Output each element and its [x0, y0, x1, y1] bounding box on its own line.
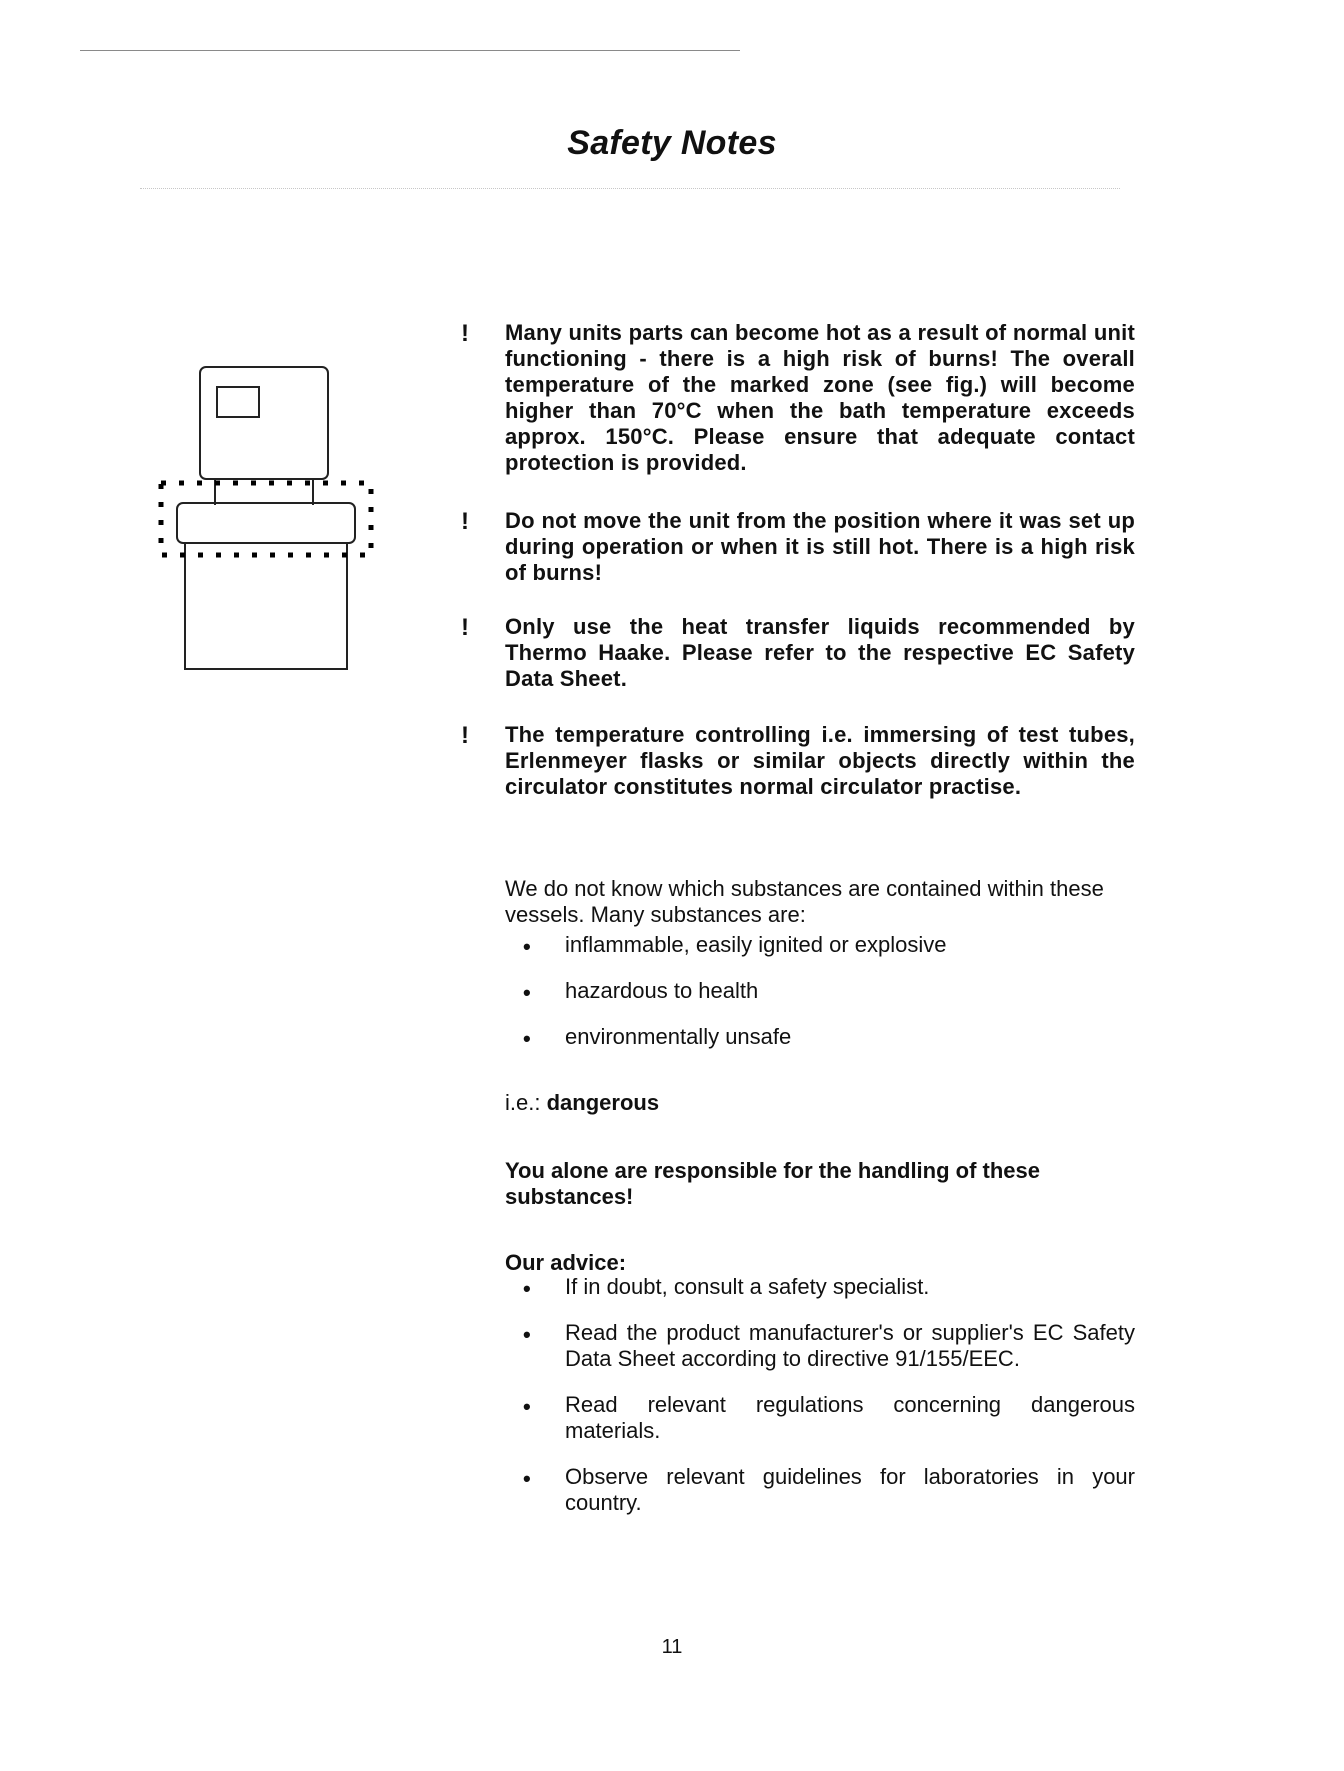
list-item — [505, 1274, 1135, 1300]
warning-text: The temperature controlling i.e. immersing of test tubes, Erlenmeyer flasks or similar objects directly within the circulator constitutes normal circulator practise. — [505, 722, 1135, 799]
warning-heat-transfer-liquids — [461, 614, 1135, 692]
list-item — [505, 1320, 1135, 1372]
bullet-icon: • — [523, 1394, 531, 1419]
ie-dangerous-line — [505, 1090, 1135, 1116]
circulator-hot-zone-figure — [155, 355, 415, 675]
hazard-text: environmentally unsafe — [565, 1024, 792, 1049]
warning-text: Only use the heat transfer liquids recommended by Thermo Haake. Please refer to the respective EC Safety Data Sheet. — [505, 614, 1135, 691]
responsibility-statement: You alone are responsible for the handling of these substances! — [505, 1158, 1041, 1209]
advice-heading: Our advice: — [505, 1250, 627, 1275]
warning-text: Do not move the unit from the position where it was set up during operation or when it is still hot. There is a high risk of burns! — [505, 508, 1135, 585]
control-head — [200, 367, 328, 479]
hazard-text: inflammable, easily ignited or explosive — [565, 932, 947, 957]
hazard-list — [505, 932, 1135, 1070]
exclamation-icon: ! — [461, 320, 469, 347]
list-item — [505, 978, 1135, 1004]
bullet-icon: • — [523, 1322, 531, 1347]
top-rule — [80, 50, 740, 51]
warning-hot-parts — [461, 320, 1135, 476]
bullet-icon: • — [523, 934, 531, 959]
list-item — [505, 1024, 1135, 1050]
bullet-icon: • — [523, 1276, 531, 1301]
advice-text: Observe relevant guidelines for laboratories in your country. — [565, 1464, 1135, 1515]
substances-intro: We do not know which substances are contained within these vessels. Many substances are: — [505, 876, 1104, 927]
bullet-icon: • — [523, 980, 531, 1005]
list-item — [505, 932, 1135, 958]
page-number: 11 — [661, 1636, 683, 1658]
exclamation-icon: ! — [461, 614, 469, 641]
display-window — [217, 387, 259, 417]
list-item — [505, 1464, 1135, 1516]
exclamation-icon: ! — [461, 722, 469, 749]
hazard-text: hazardous to health — [565, 978, 759, 1003]
exclamation-icon: ! — [461, 508, 469, 535]
advice-text: Read relevant regulations concerning dangerous materials. — [565, 1392, 1135, 1443]
bullet-icon: • — [523, 1466, 531, 1491]
warning-text: Many units parts can become hot as a result of normal unit functioning - there is a high risk of burns! The overall temperature of the marked zone (see fig.) will become higher than 70°C when the bath temperature exceeds approx. 150°C. Please ensure that adequate contact protection is provided. — [505, 320, 1135, 475]
ie-dangerous-word: dangerous — [546, 1090, 660, 1115]
bath-lid — [177, 503, 355, 543]
list-item — [505, 1392, 1135, 1444]
advice-list — [505, 1274, 1135, 1536]
bath-vessel — [185, 543, 347, 669]
ie-prefix: i.e.: — [505, 1090, 541, 1115]
advice-text: Read the product manufacturer's or supplier's EC Safety Data Sheet according to directive 91/155/EEC. — [565, 1320, 1135, 1371]
page-title: Safety Notes — [567, 124, 777, 162]
warning-immersing-objects — [461, 722, 1135, 800]
warning-do-not-move — [461, 508, 1135, 586]
title-rule — [140, 188, 1120, 189]
advice-text: If in doubt, consult a safety specialist. — [565, 1274, 930, 1299]
bullet-icon: • — [523, 1026, 531, 1051]
hot-zone-marker — [161, 483, 371, 555]
